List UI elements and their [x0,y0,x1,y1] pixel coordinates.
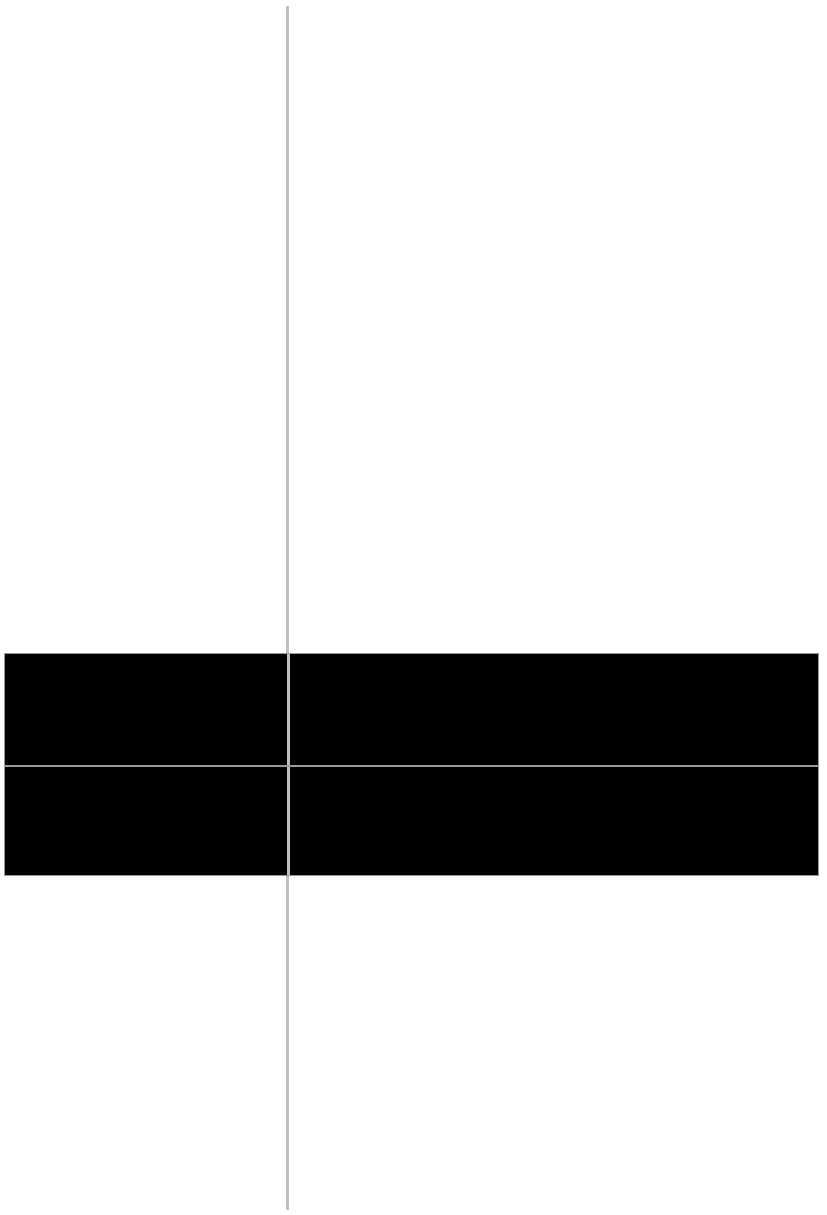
weekly-goal-title [5,767,287,875]
monthly-goal-section [4,653,819,766]
weekly-goal-section [4,766,819,876]
column-divider [286,6,289,1210]
monthly-goal-title [5,654,287,765]
